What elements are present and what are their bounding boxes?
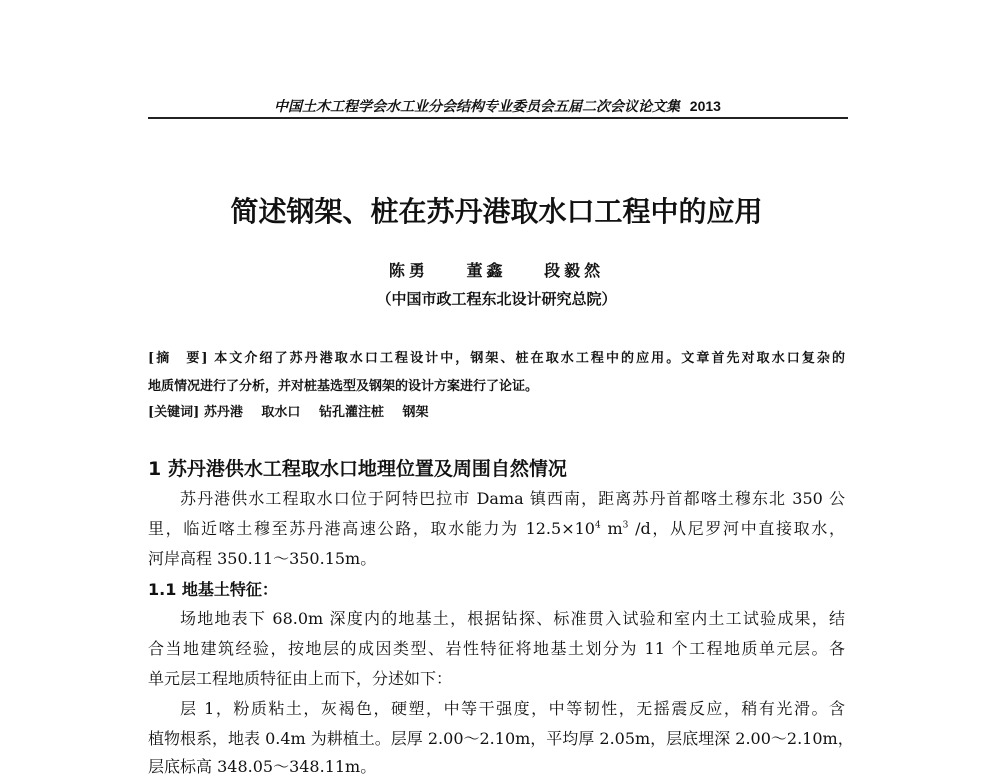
paragraph-line: 苏丹港供水工程取水口位于阿特巴拉市 Dama 镇西南，距离苏丹首都喀土穆东北 350 公: [180, 489, 845, 508]
paragraph-line: 场地地表下 68.0m 深度内的地基土，根据钻探、标准贯入试验和室内土工试验成果，结: [180, 609, 845, 628]
paper-title: 简述钢架、桩在苏丹港取水口工程中的应用: [230, 195, 763, 228]
author: 董鑫: [466, 261, 507, 280]
running-title: 中国土木工程学会水工业分会结构专业委员会五届二次会议论文集: [274, 99, 681, 115]
superscript: 3: [622, 520, 629, 531]
header-rule: [148, 117, 848, 119]
abstract-line: 地质情况进行了分析，并对桩基选型及钢架的设计方案进行了论证。: [148, 379, 539, 394]
author: 段毅然: [544, 261, 605, 280]
keywords-label: [关键词]: [148, 405, 200, 420]
superscript: 4: [594, 520, 601, 531]
abstract-label: [摘 要]: [148, 351, 208, 366]
paragraph-line: 单元层工程地质特征由上而下，分述如下：: [148, 669, 453, 688]
paragraph-line: 合当地建筑经验，按地层的成因类型、岩性特征将地基土划分为 11 个工程地质单元层。各: [148, 639, 845, 658]
author: 陈勇: [388, 261, 429, 280]
keyword: 钻孔灌注桩: [318, 405, 384, 420]
keyword: 钢架: [402, 405, 429, 420]
paragraph-line: [148, 516, 845, 539]
section-heading: 1 苏丹港供水工程取水口地理位置及周围自然情况: [148, 458, 567, 480]
paragraph-line: 植物根系，地表 0.4m 为耕植土。层厚 2.00～2.10m，平均厚 2.05m，层底埋深 2.00～2.10m，: [148, 729, 854, 748]
running-header: [150, 96, 845, 116]
paragraph-line: 层 1，粉质粘土，灰褐色，硬塑，中等干强度，中等韧性，无摇震反应，稍有光滑。含: [180, 699, 845, 718]
affiliation: （中国市政工程东北设计研究总院）: [376, 290, 617, 308]
text: 里，临近喀土穆至苏丹港高速公路，取水能力为 12.5×10: [148, 519, 595, 538]
keyword: 取水口: [261, 405, 301, 420]
paragraph-line: 河岸高程 350.11～350.15m。: [148, 549, 377, 568]
text: m: [600, 519, 623, 538]
abstract-text: 本文介绍了苏丹港取水口工程设计中，钢架、桩在取水工程中的应用。文章首先对取水口复杂的: [214, 351, 845, 366]
keyword: 苏丹港: [203, 405, 243, 420]
running-year: 2013: [689, 98, 721, 114]
paragraph-line: 层底标高 348.05～348.11m。: [148, 757, 377, 776]
keywords: [148, 401, 845, 420]
text: /d，从尼罗河中直接取水，: [628, 519, 845, 538]
authors: [148, 258, 845, 281]
subsection-heading: 1.1 地基土特征：: [148, 580, 278, 599]
abstract-line: [148, 347, 845, 366]
